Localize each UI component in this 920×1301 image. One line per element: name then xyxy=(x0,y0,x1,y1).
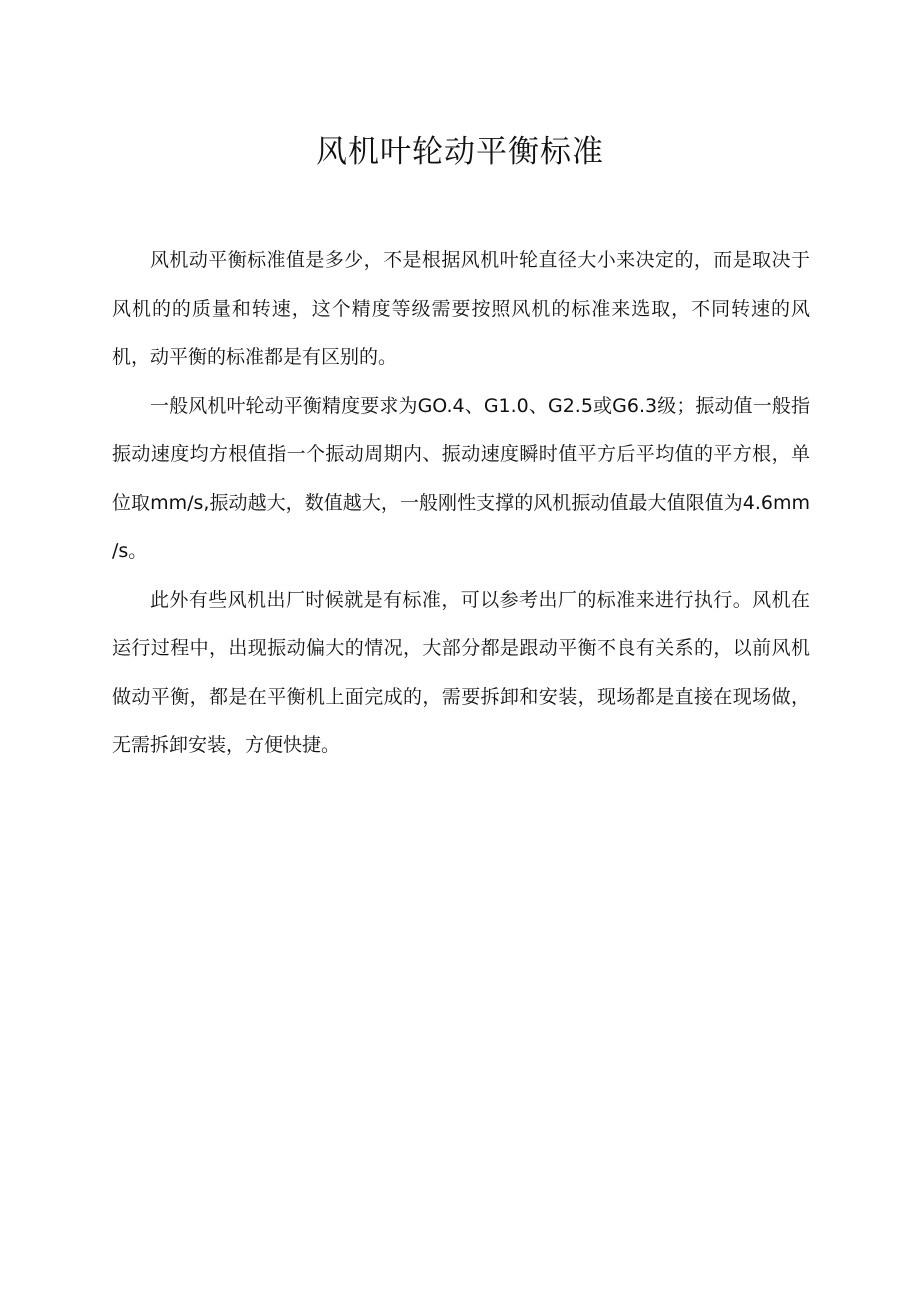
paragraph-2: 一般风机叶轮动平衡精度要求为GO.4、G1.0、G2.5或G6.3级；振动值一般指振动速度均方根值指一个振动周期内、振动速度瞬时值平方后平均值的平方根，单位取mm/s,振动越大，数值越大，一般刚性支撑的风机振动值最大值限值为4.6mm∕s。 xyxy=(112,394,810,562)
paragraph-3: 此外有些风机出厂时候就是有标准，可以参考出厂的标准来进行执行。风机在运行过程中，出现振动偏大的情况，大部分都是跟动平衡不良有关系的，以前风机做动平衡，都是在平衡机上面完成的，需要拆卸和安装，现场都是直接在现场做，无需拆卸安装，方便快捷。 xyxy=(112,588,810,756)
document-body xyxy=(112,236,810,770)
paragraph-1: 风机动平衡标准值是多少，不是根据风机叶轮直径大小来决定的，而是取决于风机的的质量和转速，这个精度等级需要按照风机的标准来选取，不同转速的风机，动平衡的标准都是有区别的。 xyxy=(112,249,810,368)
document-title: 风机叶轮动平衡标准 xyxy=(316,134,604,170)
